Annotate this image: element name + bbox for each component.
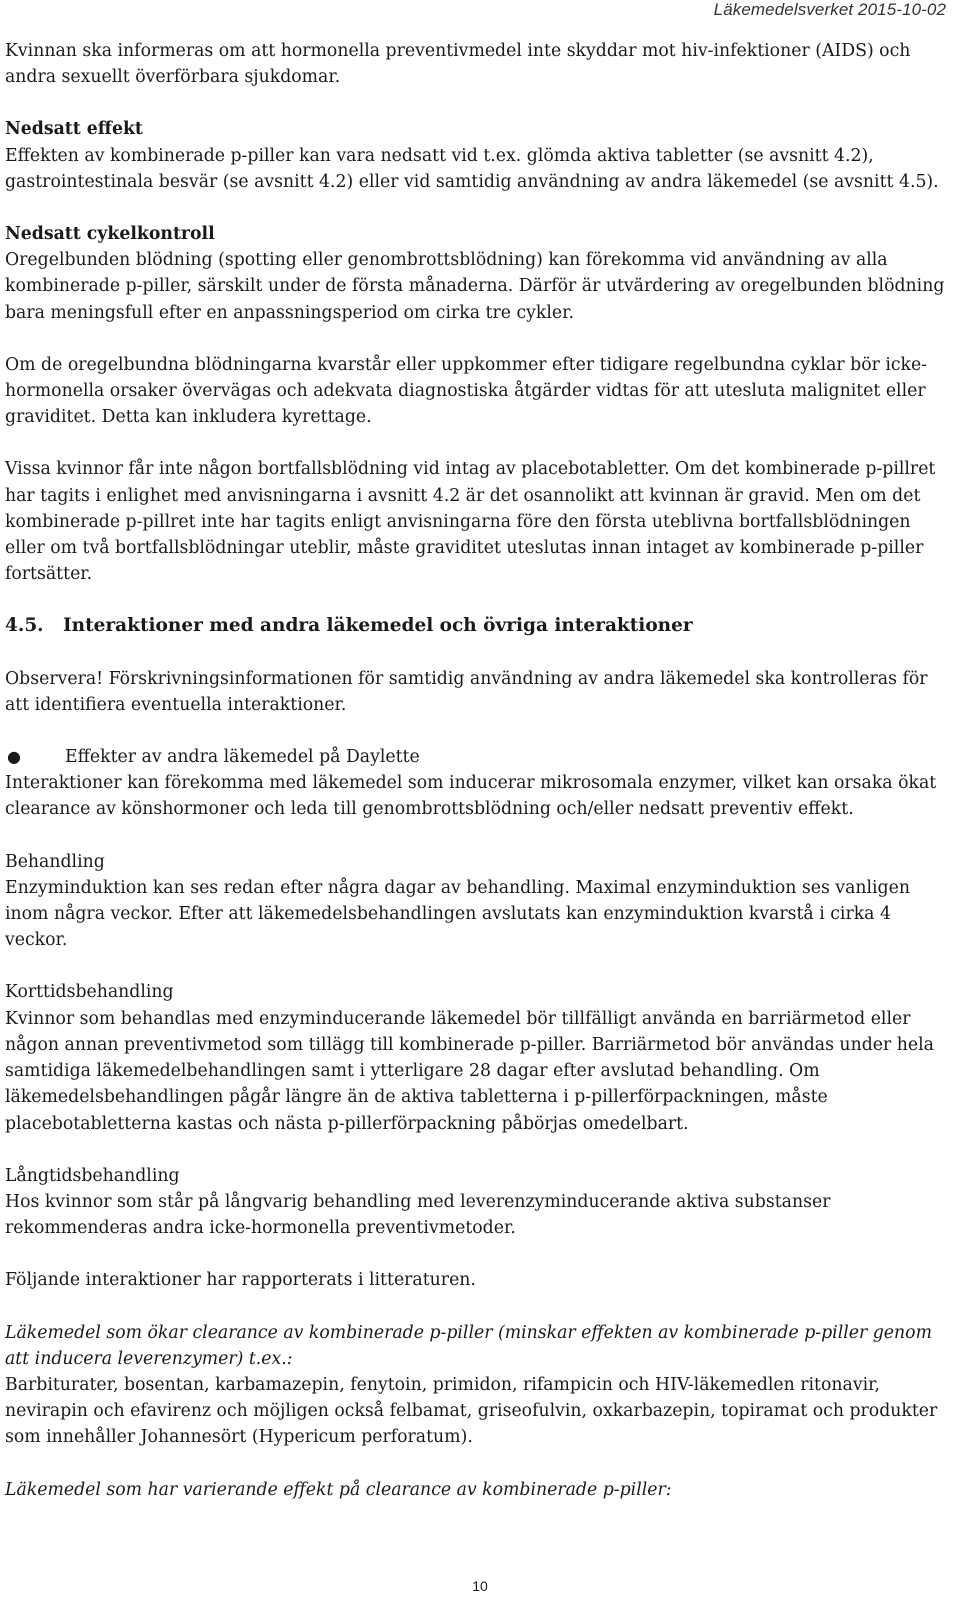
- foljande-paragraph: Följande interaktioner har rapporterats i litteraturen.: [5, 1270, 476, 1291]
- cykelkontroll-text: Oregelbunden blödning (spotting eller genombrottsblödning) kan förekomma vid användning av alla kombinerade p-piller, särskilt under de första månaderna. Därför är utvärdering av oregelbunden blödning bara meningsfull efter en anpassningsperiod om cirka tre cykler.: [5, 250, 945, 323]
- section-heading-4-5: [5, 613, 950, 639]
- bullet-item: [5, 744, 950, 770]
- section-number: 4.5.: [5, 615, 44, 637]
- behandling-section: [5, 849, 950, 954]
- korttid-text: Kvinnor som behandlas med enzyminducerande läkemedel bör tillfälligt använda en barriärmetod eller någon annan preventivmetod som tillägg till kombinerade p-piller. Barriärmetod bör användas under hela samtidiga läkemedelbehandlingen samt i ytterligare 28 dagar efter avslutad behandling. Om läkemedelsbehandlingen pågår längre än de aktiva tabletterna i p-pillerförpackningen, måste placebotabletterna kastas och nästa p-pillerförpackning påbörjas omedelbart.: [5, 1008, 934, 1134]
- aids-info-paragraph: Kvinnan ska informeras om att hormonella preventivmedel inte skyddar mot hiv-infektioner (AIDS) och andra sexuellt överförbara sjukdomar.: [5, 41, 911, 88]
- bortfallsblodning-paragraph: Vissa kvinnor får inte någon bortfallsblödning vid intag av placebotabletter. Om det kombinerade p-pillret har tagits i enlighet med anvisningarna i avsnitt 4.2 är det osannolikt att kvinnan är gravid. Men om det kombinerade p-pillret inte har tagits enligt anvisningarna före den första uteblivna bortfallsblödningen eller om två bortfallsblödningar uteblir, måste graviditet uteslutas innan intaget av kombinerade p-piller fortsätter.: [5, 459, 936, 585]
- okar-clearance-section: [5, 1320, 950, 1451]
- nedsatt-effekt-heading: Nedsatt effekt: [5, 119, 143, 140]
- behandling-text: Enzyminduktion kan ses redan efter några dagar av behandling. Maximal enzyminduktion ses vanligen inom några veckor. Efter att läkemedelsbehandlingen avslutats kan enzyminduktion kvarstå i cirka 4 veckor.: [5, 877, 910, 951]
- korttid-heading: Korttidsbehandling: [5, 982, 174, 1003]
- langtid-text: Hos kvinnor som står på långvarig behandling med leverenzyminducerande aktiva substanser rekommenderas andra icke-hormonella preventivmetoder.: [5, 1191, 831, 1239]
- nedsatt-effekt-text: Effekten av kombinerade p-piller kan vara nedsatt vid t.ex. glömda aktiva tabletter (se avsnitt 4.2), gastrointestinala besvär (se avsnitt 4.2) eller vid samtidig användning av andra läkemedel (se avsnitt 4.5).: [5, 145, 939, 192]
- langtid-heading: Långtidsbehandling: [5, 1165, 180, 1186]
- varierande-heading: Läkemedel som har varierande effekt på clearance av kombinerade p-piller:: [5, 1479, 672, 1500]
- document-body: [5, 38, 950, 1529]
- bullet-text: Effekter av andra läkemedel på Daylette: [65, 747, 420, 768]
- observera-paragraph: Observera! Förskrivningsinformationen för samtidig användning av andra läkemedel ska kontrolleras för att identifiera eventuella interaktioner.: [5, 668, 928, 715]
- section-title: Interaktioner med andra läkemedel och övriga interaktioner: [63, 615, 693, 637]
- oregelbundna-paragraph: Om de oregelbundna blödningarna kvarstår eller uppkommer efter tidigare regelbundna cyklar bör icke-hormonella orsaker övervägas och adekvata diagnostiska åtgärder vidtas för att utesluta malignitet eller graviditet. Detta kan inkludera kyrettage.: [5, 354, 928, 428]
- langtid-section: [5, 1163, 950, 1242]
- okar-clearance-heading: Läkemedel som ökar clearance av kombinerade p-piller (minskar effekten av kombinerade p-piller genom att inducera leverenzymer) t.ex.:: [5, 1322, 932, 1369]
- document-source-date: Läkemedelsverket 2015-10-02: [713, 0, 946, 19]
- cykelkontroll-heading: Nedsatt cykelkontroll: [5, 224, 215, 245]
- bullet-icon: ●: [7, 747, 21, 767]
- behandling-heading: Behandling: [5, 851, 105, 872]
- okar-clearance-text: Barbiturater, bosentan, karbamazepin, fenytoin, primidon, rifampicin och HIV-läkemedlen ritonavir, nevirapin och efavirenz och möjligen också felbamat, griseofulvin, oxkarbazepin, topiramat och produkter som innehåller Johannesört (Hypericum perforatum).: [5, 1374, 938, 1448]
- cykelkontroll-section: [5, 221, 950, 326]
- nedsatt-effekt-section: [5, 116, 950, 195]
- korttid-section: [5, 979, 950, 1136]
- page-number: 10: [472, 1578, 488, 1594]
- interaktioner-paragraph: Interaktioner kan förekomma med läkemedel som inducerar mikrosomala enzymer, vilket kan orsaka ökat clearance av könshormoner och leda till genombrottsblödning och/eller nedsatt preventiv effekt.: [5, 773, 937, 820]
